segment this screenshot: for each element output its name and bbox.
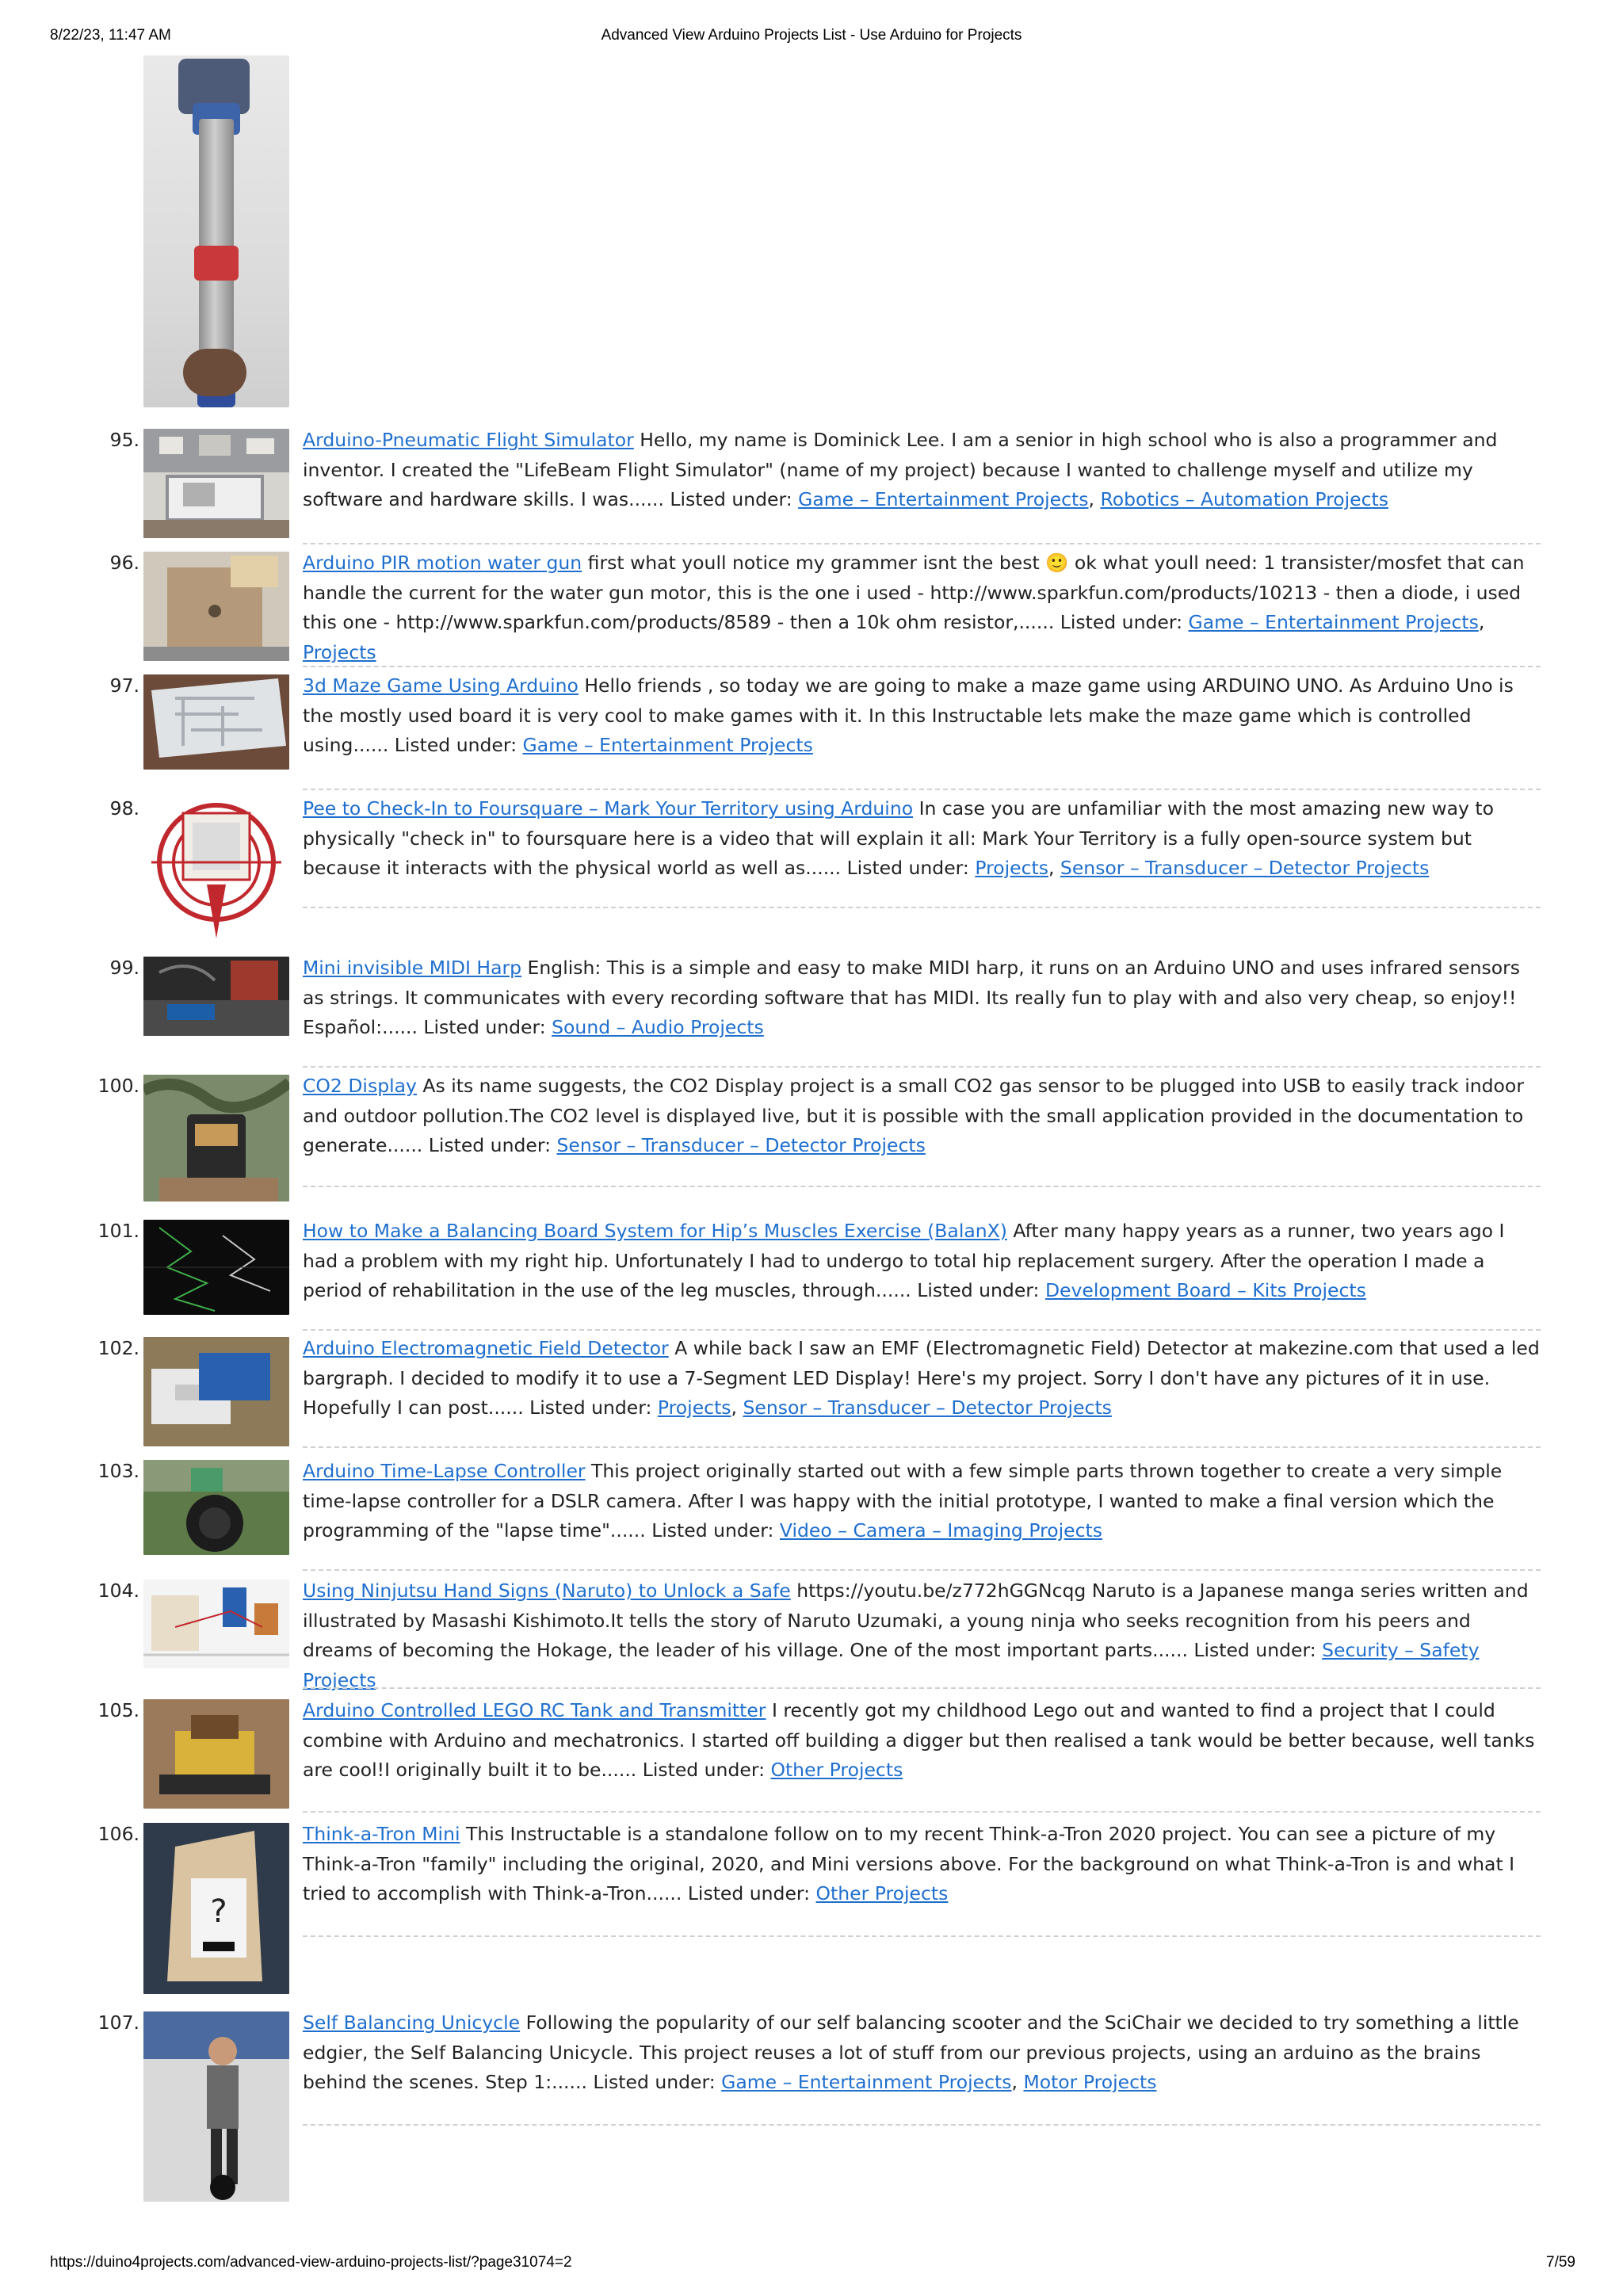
project-thumbnail[interactable]	[143, 2011, 289, 2202]
project-description: A while back I saw an EMF (Electromagnetic Field) Detector at makezine.com that used a led bargraph. I decided to modify it to use a 7-Segment LED Display! Here's my project. Sorry I don't have any pictures of it in use. Hopefully I can post...... Listed under:	[303, 1337, 1540, 1419]
project-description: Hello friends , so today we are going to make a maze game using ARDUINO UNO. As Arduino Uno is the mostly used board it is very cool to make games with it. In this Instructable lets make the maze game which is controlled using...... Listed under:	[303, 674, 1514, 756]
project-title-link[interactable]: Arduino Controlled LEGO RC Tank and Transmitter	[303, 1699, 766, 1721]
category-link[interactable]: Other Projects	[815, 1882, 949, 1904]
project-thumbnail[interactable]	[143, 1823, 289, 1994]
project-description: Hello, my name is Dominick Lee. I am a senior in high school who is also a programmer and inventor. I created the "LifeBeam Flight Simulator" (name of my project) because I wanted to challenge myself and utilize my software and hardware skills. I was...... Listed under:	[303, 429, 1498, 510]
project-title-link[interactable]: Pee to Check-In to Foursquare – Mark Your Territory using Arduino	[303, 797, 914, 819]
separator	[303, 789, 1541, 790]
separator	[303, 1687, 1541, 1689]
item-number: 107.	[97, 2011, 139, 2034]
project-thumbnail[interactable]	[143, 552, 289, 661]
category-link[interactable]: Video – Camera – Imaging Projects	[779, 1519, 1102, 1541]
project-thumbnail[interactable]	[143, 1460, 289, 1555]
item-number: 100.	[97, 1075, 139, 1097]
project-entry	[303, 1576, 1541, 1695]
project-title-link[interactable]: Arduino Electromagnetic Field Detector	[303, 1337, 669, 1359]
category-link[interactable]: Motor Projects	[1023, 2071, 1157, 2093]
category-link[interactable]: Robotics – Automation Projects	[1100, 488, 1388, 510]
print-datetime: 8/22/23, 11:47 AM	[50, 27, 171, 44]
project-thumbnail[interactable]	[143, 1220, 289, 1315]
project-description: This Instructable is a standalone follow on to my recent Think-a-Tron 2020 project. You can see a picture of my Think-a-Tron "family" including the original, 2020, and Mini versions above. For the background on what Think-a-Tron is and what I tried to accomplish with Think-a-Tron...... Listed under:	[303, 1823, 1515, 1904]
project-entry	[303, 1072, 1541, 1161]
project-description: English: This is a simple and easy to make MIDI harp, it runs on an Arduino UNO and uses infrared sensors as strings. It communicates with every recording software that has MIDI. Its really fun to play with and also very cheap, so enjoy!! Español:...... Listed under:	[303, 957, 1521, 1038]
item-number: 97.	[109, 674, 139, 697]
project-title-link[interactable]: CO2 Display	[303, 1075, 417, 1097]
project-entry: Arduino PIR motion water gun first what youll notice my grammer isnt the best 🙂 ok what youll need: 1 transister/mosfet that can handle the current for the water gun motor, this is the one i used - http://www.sparkfun.com/products/10213 - then a diode, i used this one - http://www.sparkfun.com/products/8589 - then a 10k ohm resistor,...... Listed under: Game – Entertainment Projects, Projects	[303, 552, 1525, 663]
project-thumbnail[interactable]	[143, 674, 289, 770]
category-link[interactable]: Game – Entertainment Projects	[721, 2071, 1012, 2093]
project-entry: Arduino-Pneumatic Flight Simulator Hello, my name is Dominick Lee. I am a senior in high school who is also a programmer and inventor. I created the "LifeBeam Flight Simulator" (name of my project) because I wanted to challenge myself and utilize my software and hardware skills. I was...... Listed under: Game – Entertainment Projects, Robotics – Automation Projects	[303, 429, 1498, 510]
project-description: In case you are unfamiliar with the most amazing new way to physically "check in" to foursquare here is a video that will explain it all: Mark Your Territory is a fully open-source system but because it interacts with the physical world as well as...... Listed under:	[303, 797, 1494, 879]
category-link[interactable]: Sound – Audio Projects	[552, 1016, 764, 1038]
project-entry	[303, 1820, 1541, 1909]
project-title-link[interactable]: Mini invisible MIDI Harp	[303, 957, 522, 979]
project-thumbnail[interactable]	[143, 1580, 289, 1668]
item-number: 96.	[109, 552, 139, 574]
separator	[303, 543, 1541, 544]
category-link[interactable]: Projects	[657, 1396, 731, 1419]
item-number: 99.	[109, 957, 139, 979]
project-entry: Self Balancing Unicycle Following the popularity of our self balancing scooter and the SciChair we decided to try something a little edgier, the Self Balancing Unicycle. This project reuses a lot of stuff from our previous projects, using an arduino as the brains behind the scenes. Step 1:...... Listed under: Game – Entertainment Projects, Motor Projects	[303, 2011, 1519, 2093]
project-thumbnail[interactable]	[143, 957, 289, 1036]
project-entry: Arduino Electromagnetic Field Detector A while back I saw an EMF (Electromagnetic Field) Detector at makezine.com that used a led bargraph. I decided to modify it to use a 7-Segment LED Display! Here's my project. Sorry I don't have any pictures of it in use. Hopefully I can post...... Listed under: Projects, Sensor – Transducer – Detector Projects	[303, 1337, 1540, 1419]
category-link[interactable]: Sensor – Transducer – Detector Projects	[1060, 857, 1430, 879]
separator	[303, 2124, 1541, 2126]
item-number: 102.	[97, 1337, 139, 1359]
project-entry	[303, 1217, 1541, 1306]
separator	[303, 907, 1541, 908]
item-number: 105.	[97, 1699, 139, 1721]
project-thumbnail[interactable]	[143, 1699, 289, 1809]
item-number: 103.	[97, 1460, 139, 1482]
project-description: I recently got my childhood Lego out and wanted to find a project that I could combine with Arduino and mechatronics. I started off building a digger but then realised a tank would be better because, well tanks are cool!I originally built it to be...... Listed under:	[303, 1699, 1535, 1781]
project-description: https://youtu.be/z772hGGNcqg Naruto is a Japanese manga series written and illustrated by Masashi Kishimoto.It tells the story of Naruto Uzumaki, a young ninja who seeks recognition from his peers and dreams of becoming the Hokage, the leader of his village. One of the most important parts...... Listed under:	[303, 1580, 1529, 1661]
category-link[interactable]: Other Projects	[770, 1759, 903, 1781]
print-footer	[0, 2254, 1623, 2278]
project-title-link[interactable]: Arduino-Pneumatic Flight Simulator	[303, 429, 634, 451]
separator	[303, 1569, 1541, 1571]
svg-text:?: ?	[210, 1893, 227, 1930]
separator	[303, 1446, 1541, 1448]
project-description: This project originally started out with a few simple parts thrown together to create a very simple time-lapse controller for a DSLR camera. After I was happy with the initial prototype, I wanted to make a final version which the programming of the "lapse time"...... Listed under:	[303, 1460, 1503, 1541]
item-number: 95.	[109, 429, 139, 451]
print-page-title: Advanced View Arduino Projects List - Use Arduino for Projects	[601, 27, 1022, 44]
project-entry	[303, 1457, 1541, 1546]
item-number: 98.	[109, 797, 139, 819]
project-entry	[303, 1696, 1541, 1786]
category-link[interactable]: Game – Entertainment Projects	[1188, 611, 1479, 633]
project-description: first what youll notice my grammer isnt the best 🙂 ok what youll need: 1 transister/mosfet that can handle the current for the water gun motor, this is the one i used - http://www.sparkfun.com/products/10213 - then a diode, i used this one - http://www.sparkfun.com/products/8589 - then a 10k ohm resistor,...... Listed under:	[303, 552, 1525, 633]
separator	[303, 666, 1541, 667]
category-link[interactable]: Game – Entertainment Projects	[798, 488, 1089, 510]
separator	[303, 1811, 1541, 1813]
project-entry: Pee to Check-In to Foursquare – Mark Your Territory using Arduino In case you are unfamiliar with the most amazing new way to physically "check in" to foursquare here is a video that will explain it all: Mark Your Territory is a fully open-source system but because it interacts with the physical world as well as...... Listed under: Projects, Sensor – Transducer – Detector Projects	[303, 797, 1494, 879]
project-title-link[interactable]: Using Ninjutsu Hand Signs (Naruto) to Unlock a Safe	[303, 1580, 791, 1602]
separator	[303, 1186, 1541, 1187]
item-number: 106.	[97, 1823, 139, 1845]
project-description: Following the popularity of our self balancing scooter and the SciChair we decided to try something a little edgier, the Self Balancing Unicycle. This project reuses a lot of stuff from our previous projects, using an arduino as the brains behind the scenes. Step 1:...... Listed under:	[303, 2011, 1519, 2093]
category-link[interactable]: Projects	[975, 857, 1048, 879]
project-title-link[interactable]: Arduino PIR motion water gun	[303, 552, 582, 574]
project-description: As its name suggests, the CO2 Display project is a small CO2 gas sensor to be plugged into USB to easily track indoor and outdoor pollution.The CO2 level is displayed live, but it is possible with the small application provided in the documentation to generate...... Listed under:	[303, 1075, 1524, 1156]
project-title-link[interactable]: Self Balancing Unicycle	[303, 2011, 521, 2034]
separator	[303, 1935, 1541, 1937]
category-link[interactable]: Development Board – Kits Projects	[1044, 1279, 1366, 1301]
category-link[interactable]: Security – Safety Projects	[303, 1639, 1480, 1691]
item-number: 101.	[97, 1220, 139, 1242]
print-url: https://duino4projects.com/advanced-view-arduino-projects-list/?page31074=2	[50, 2254, 572, 2271]
project-entry	[303, 953, 1541, 1043]
project-description: After many happy years as a runner, two years ago I had a problem with my right hip. Unfortunately I had to undergo to total hip replacement surgery. After the operation I made a period of rehabilitation in the use of the leg muscles, through...... Listed under:	[303, 1220, 1505, 1301]
category-link[interactable]: Projects	[303, 640, 376, 663]
project-thumbnail[interactable]	[143, 797, 289, 940]
separator	[303, 1329, 1541, 1331]
project-entry	[303, 671, 1541, 761]
category-link[interactable]: Sensor – Transducer – Detector Projects	[743, 1396, 1112, 1419]
category-link[interactable]: Game – Entertainment Projects	[522, 734, 813, 756]
project-title-link[interactable]: Think-a-Tron Mini	[303, 1823, 460, 1845]
project-thumbnail[interactable]	[143, 1337, 289, 1446]
item-number: 104.	[97, 1580, 139, 1602]
project-title-link[interactable]: How to Make a Balancing Board System for Hip’s Muscles Exercise (BalanX)	[303, 1220, 1007, 1242]
print-page-number: 7/59	[1546, 2254, 1575, 2271]
separator	[303, 1066, 1541, 1068]
project-title-link[interactable]: Arduino Time-Lapse Controller	[303, 1460, 586, 1482]
project-title-link[interactable]: 3d Maze Game Using Arduino	[303, 674, 579, 697]
project-thumbnail[interactable]	[143, 1075, 289, 1201]
category-link[interactable]: Sensor – Transducer – Detector Projects	[556, 1134, 926, 1156]
project-thumbnail[interactable]	[143, 429, 289, 538]
